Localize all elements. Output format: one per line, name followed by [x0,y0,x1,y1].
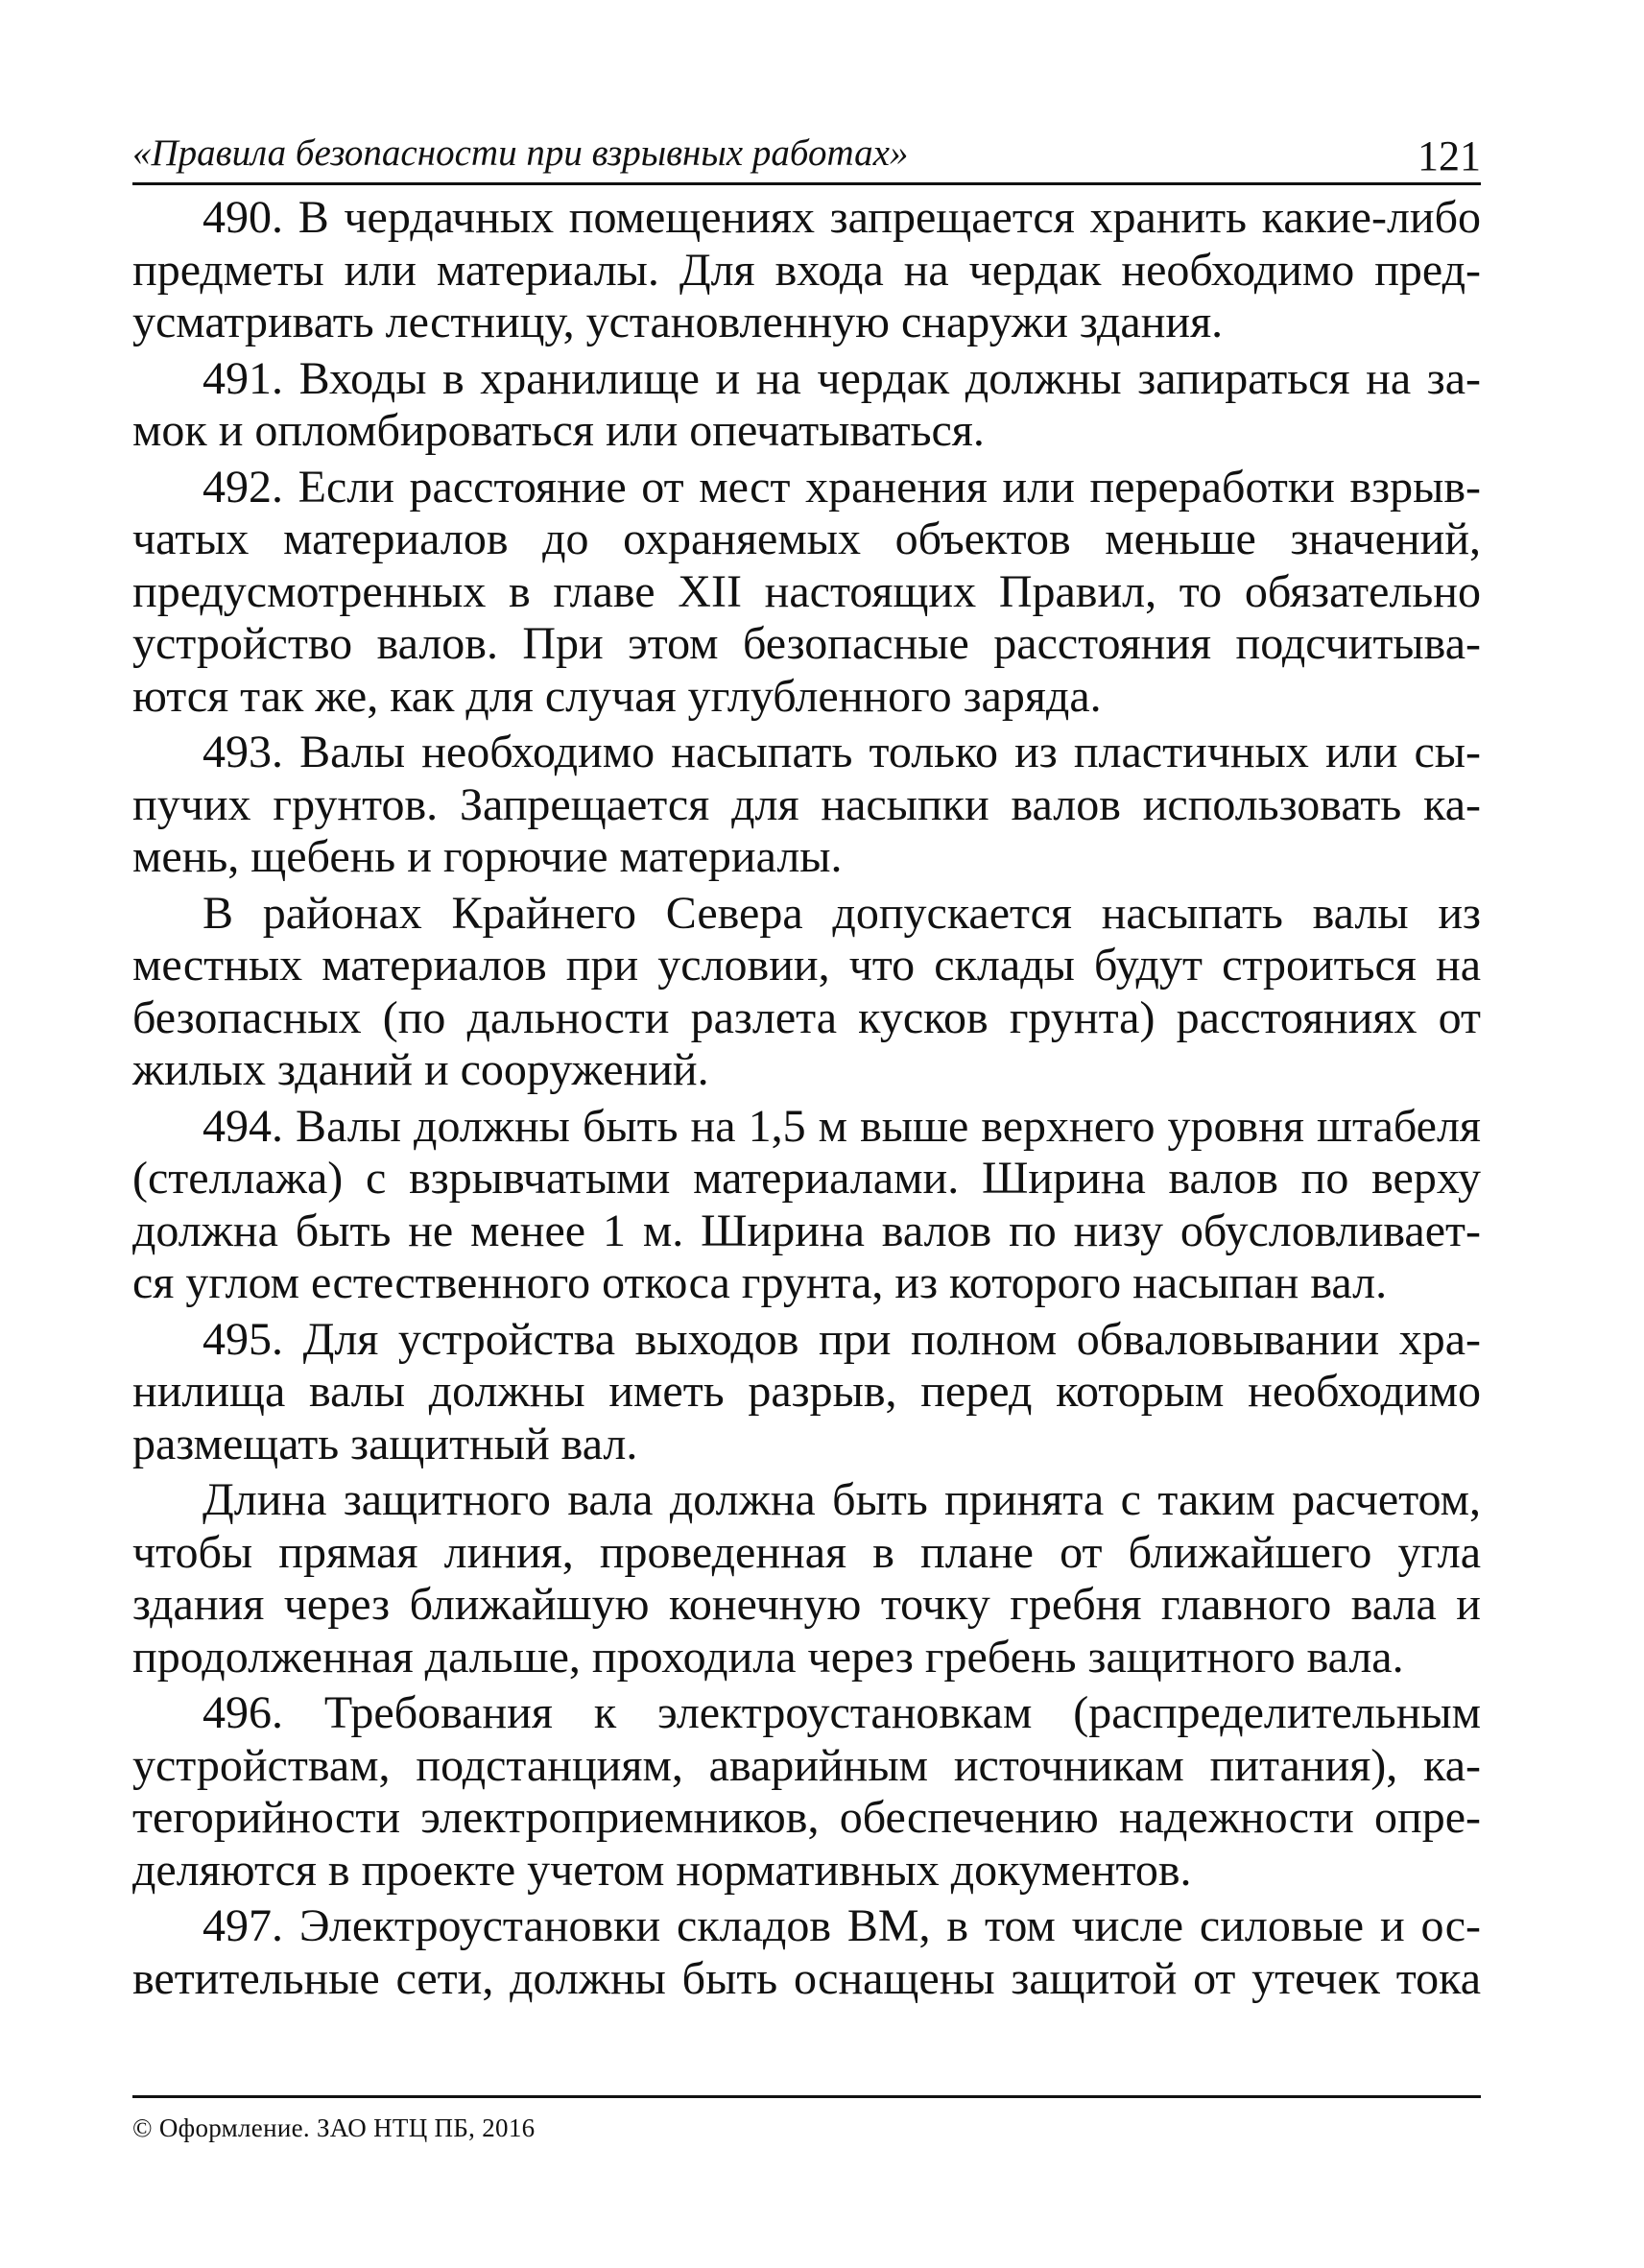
text-line: Длина защитного вала должна быть принята с таким расчетом, [203,1474,1481,1525]
text-line: устройство валов. При этом безопасные расстояния подсчитыва- [132,618,1481,669]
text-line: здания через ближайшую конечную точку гребня главного вала и [132,1579,1481,1630]
paragraph [132,192,1481,349]
paragraph [132,1900,1481,2005]
text-line: усматривать лестницу, установленную снаружи здания. [132,297,1224,347]
text-line: чтобы прямая линия, проведенная в плане от ближайшего угла [132,1526,1481,1578]
paragraph [132,888,1481,1097]
text-line: предусмотренных в главе XII настоящих Правил, то обязательно [132,565,1481,617]
body-text [132,192,1481,2009]
text-line: тегорийности электроприемников, обеспечению надежности опре- [132,1792,1481,1843]
text-line: 496. Требования к электроустановкам (распределительным [203,1687,1481,1738]
page-footer [132,2095,1481,2144]
text-line: жилых зданий и сооружений. [132,1044,709,1095]
text-line: 491. Входы в хранилище и на чердак должны запираться на за- [203,352,1481,404]
text-line: размещать защитный вал. [132,1418,638,1469]
text-line: нилища валы должны иметь разрыв, перед которым необходимо [132,1366,1481,1417]
paragraph [132,1474,1481,1683]
document-page [132,0,1481,2268]
paragraph [132,1101,1481,1310]
text-line: должна быть не менее 1 м. Ширина валов по низу обусловливает- [132,1205,1481,1256]
text-line: 495. Для устройства выходов при полном обваловывании хра- [203,1313,1481,1365]
page-number: 121 [1418,132,1481,179]
paragraph [132,353,1481,458]
text-line: безопасных (по дальности разлета кусков грунта) расстояниях от [132,991,1481,1043]
paragraph [132,1314,1481,1471]
text-line: продолженная дальше, проходила через гребень защитного вала. [132,1631,1404,1683]
paragraph [132,462,1481,724]
text-line: предметы или материалы. Для входа на чердак необходимо пред- [132,244,1481,296]
text-line: ются так же, как для случая углубленного заряда. [132,670,1102,722]
text-line: пучих грунтов. Запрещается для насыпки валов использовать ка- [132,778,1481,830]
text-line: мень, щебень и горючие материалы. [132,831,843,882]
paragraph [132,727,1481,884]
page-header [132,123,1481,185]
text-line: мок и опломбироваться или опечатываться. [132,405,985,456]
text-line: местных материалов при условии, что склады будут строиться на [132,940,1481,991]
text-line: чатых материалов до охраняемых объектов меньше значений, [132,513,1481,564]
running-title: «Правила безопасности при взрывных работах» [132,132,909,174]
text-line: ся углом естественного откоса грунта, из которого насыпан вал. [132,1257,1388,1308]
text-line: 493. Валы необходимо насыпать только из пластичных или сы- [203,727,1481,777]
text-line: (стеллажа) с взрывчатыми материалами. Ширина валов по верху [132,1153,1481,1204]
copyright-notice: © Оформление. ЗАО НТЦ ПБ, 2016 [132,2113,536,2142]
text-line: 494. Валы должны быть на 1,5 м выше верхнего уровня штабеля [203,1100,1481,1152]
text-line: устройствам, подстанциям, аварийным источникам питания), ка- [132,1739,1481,1791]
text-line: 492. Если расстояние от мест хранения или переработки взрыв- [203,461,1481,513]
text-line: ветительные сети, должны быть оснащены защитой от утечек тока [132,1952,1481,2004]
text-line: деляются в проекте учетом нормативных документов. [132,1844,1192,1896]
text-line: 490. В чердачных помещениях запрещается хранить какие-либо [203,192,1481,243]
paragraph [132,1687,1481,1897]
text-line: В районах Крайнего Севера допускается насыпать валы из [203,887,1481,939]
text-line: 497. Электроустановки складов ВМ, в том числе силовые и ос- [203,1900,1481,1951]
